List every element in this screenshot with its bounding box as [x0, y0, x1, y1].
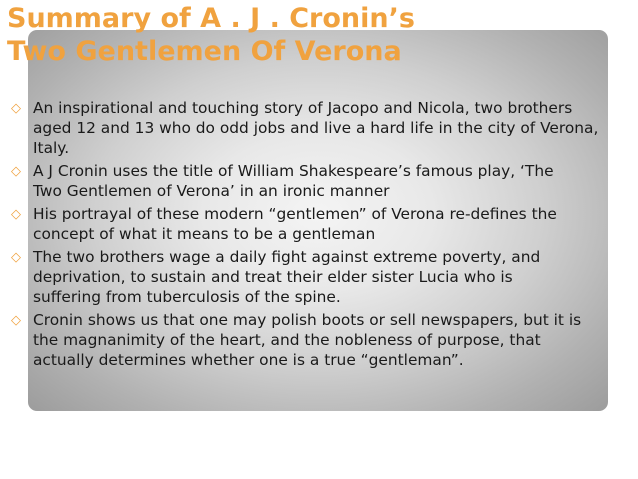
- diamond-bullet-icon: ◇: [11, 250, 21, 265]
- bullet-text-line: deprivation, to sustain and treat their elder sister Lucia who is: [33, 268, 513, 286]
- slide-title-line-1: Summary of A . J . Cronin’s: [7, 3, 415, 34]
- bullet-text-line: Italy.: [33, 139, 70, 157]
- bullet-text-line: suffering from tuberculosis of the spine.: [33, 288, 341, 306]
- slide-title: [7, 2, 415, 68]
- bullet-item: [0, 310, 638, 370]
- diamond-bullet-icon: ◇: [11, 101, 21, 116]
- diamond-bullet-icon: ◇: [11, 164, 21, 179]
- diamond-bullet-icon: ◇: [11, 207, 21, 222]
- bullet-text-line: aged 12 and 13 who do odd jobs and live a hard life in the city of Verona,: [33, 119, 599, 137]
- bullet-text-line: His portrayal of these modern “gentlemen” of Verona re-defines the: [33, 205, 557, 223]
- bullet-item: [0, 204, 638, 244]
- bullet-list: [0, 98, 638, 373]
- bullet-text-line: The two brothers wage a daily fight against extreme poverty, and: [33, 248, 541, 266]
- bullet-text-line: concept of what it means to be a gentleman: [33, 225, 376, 243]
- bullet-item: [0, 161, 638, 201]
- bullet-text-line: Cronin shows us that one may polish boots or sell newspapers, but it is: [33, 311, 582, 329]
- diamond-bullet-icon: ◇: [11, 313, 21, 328]
- bullet-item: [0, 247, 638, 307]
- bullet-text-line: An inspirational and touching story of Jacopo and Nicola, two brothers: [33, 99, 573, 117]
- bullet-item: [0, 98, 638, 158]
- bullet-text-line: Two Gentlemen of Verona’ in an ironic manner: [33, 182, 390, 200]
- bullet-text-line: actually determines whether one is a true “gentleman”.: [33, 351, 464, 369]
- slide-title-line-2: Two Gentlemen Of Verona: [7, 36, 402, 67]
- bullet-text-line: the magnanimity of the heart, and the nobleness of purpose, that: [33, 331, 541, 349]
- bullet-text-line: A J Cronin uses the title of William Shakespeare’s famous play, ‘The: [33, 162, 554, 180]
